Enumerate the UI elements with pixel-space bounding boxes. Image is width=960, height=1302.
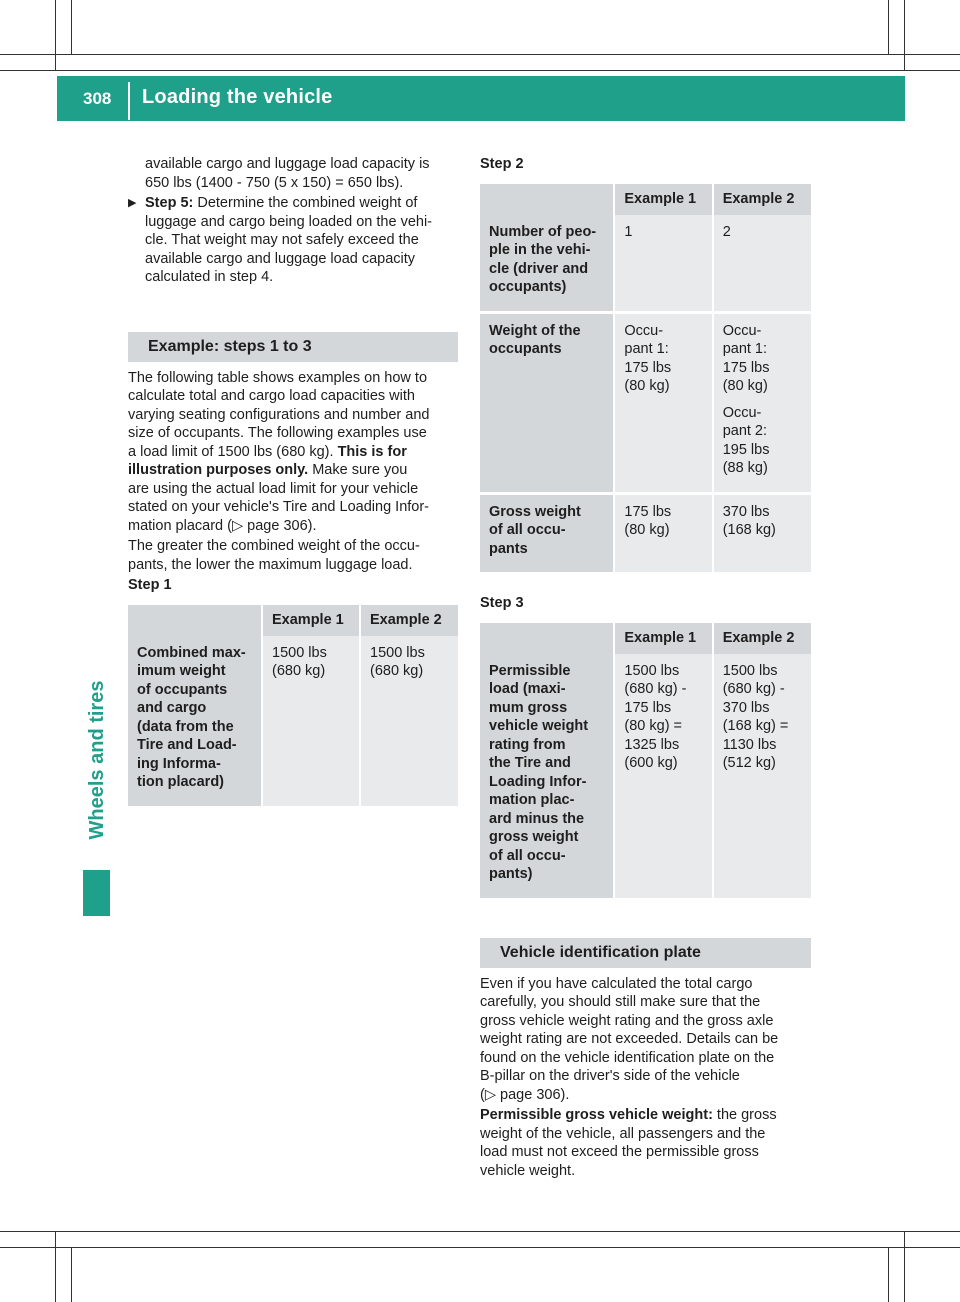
table-header-cell [480,184,613,215]
example1-value: 1 [613,215,711,311]
section-heading-vehicle-plate: Vehicle identification plate [480,938,811,968]
table-row [480,215,811,311]
crop-mark [55,1231,56,1302]
step1-label: Step 1 [128,577,172,593]
step5-instruction [128,194,458,287]
left-column [128,155,458,806]
section-heading-example: Example: steps 1 to 3 [128,332,458,362]
crop-mark [55,0,56,70]
crop-mark [71,0,72,54]
table-header-cell: Example 2 [712,623,811,654]
example1-value: Occu- pant 1: 175 lbs (80 kg) [613,311,711,492]
example1-value: 1500 lbs (680 kg) - 175 lbs (80 kg) = 1325 lbs (600 kg) [613,654,711,898]
row-label: Weight of the occupants [480,311,613,492]
occupant-weight-note: The greater the combined weight of the occu- pants, the lower the maximum luggage load. [128,538,420,573]
row-label: Combined max- imum weight of occupants and cargo (data from the Tire and Load- ing Informa- tion placard) [128,636,261,806]
gross-weight-term: Permissible gross vehicle weight: [480,1107,713,1123]
crop-mark [71,1247,72,1302]
example2-value: 1500 lbs (680 kg) - 370 lbs (168 kg) = 1130 lbs (512 kg) [712,654,811,898]
table-header-cell: Example 1 [613,184,711,215]
row-label: Permissible load (maxi- mum gross vehicle weight rating from the Tire and Loading Infor- mation plac- ard minus the gross weight of all occu- pants) [480,654,613,898]
table-header-cell: Example 2 [359,605,458,636]
gross-weight-definition: the gross weight of the vehicle, all passengers and the load must not exceed the permissible gross vehicle weight. [480,1107,777,1179]
occupant1-weight: Occu- pant 1: 175 lbs (80 kg) [722,322,770,394]
crop-mark [0,1247,960,1248]
crop-mark [888,0,889,54]
vehicle-plate-paragraph [480,975,811,1105]
step5-text: Determine the combined weight of luggage and cargo being loaded on the vehi- cle. That weight may not safely exceed the available cargo and luggage load capacity calculated in step 4. [145,195,433,285]
row-label: Number of peo- ple in the vehi- cle (driver and occupants) [480,215,613,311]
example-bold: This is for illustration purposes only. [128,443,407,478]
header-divider [128,82,130,120]
right-column [480,155,811,1182]
gross-weight-paragraph [480,1106,811,1180]
example1-value: 175 lbs (80 kg) [613,492,711,573]
page-title: Loading the vehicle [142,86,333,108]
table-row [480,311,811,492]
arrow-right-icon: ▶ [128,197,137,209]
step1-table [128,605,458,806]
crop-mark [904,0,905,70]
example1-value: 1500 lbs (680 kg) [261,636,359,806]
table-header-cell: Example 2 [712,184,811,215]
occupant2-weight: Occu- pant 2: 195 lbs (88 kg) [722,404,770,476]
crop-mark [0,54,960,55]
crop-mark [904,1231,905,1302]
step3-table [480,623,811,898]
table-row [128,636,458,806]
example-paragraph [128,369,458,536]
example2-value: 1500 lbs (680 kg) [359,636,458,806]
crop-mark [0,1231,960,1232]
table-header-cell: Example 1 [613,623,711,654]
chapter-tab-label: Wheels and tires [85,680,108,840]
table-header-cell [480,623,613,654]
page-reference[interactable]: page 306). [500,1086,570,1103]
table-header-cell: Example 1 [261,605,359,636]
vehicle-plate-text: Even if you have calculated the total cargo carefully, you should still make sure that the gross vehicle weight rating and the gross axle weight rating are not exceeded. Details can be found on the vehicle identification plate on the B-pillar on the driver's side of the vehicle ( [480,975,779,1103]
crop-mark [0,70,960,71]
page-header [57,76,905,121]
table-header-cell [128,605,261,636]
example-text-2: Make sure you are using the actual load limit for your vehicle stated on your vehicle's Tire and Loading Infor- mation placard ( [128,462,430,534]
table-row [480,492,811,573]
step5-label: Step 5: [145,195,194,211]
table-row [480,654,811,898]
arrow-right-icon: ▷ [484,1086,496,1103]
example-text-1: The following table shows examples on how to calculate total and cargo load capacities with varying seating configurations and number and size of occupants. The following examples use a load limit of 1500 lbs (680 kg). [128,369,430,460]
page-number: 308 [83,89,112,108]
example2-value: 370 lbs (168 kg) [712,492,811,573]
arrow-right-icon: ▷ [231,517,244,534]
example2-value: 2 [712,215,811,311]
intro-text: available cargo and luggage load capacity is 650 lbs (1400 - 750 (5 x 150) = 650 lbs). [145,156,430,191]
page-reference[interactable]: page 306). [247,517,317,534]
row-label: Gross weight of all occu- pants [480,492,613,573]
chapter-tab-marker [83,870,110,916]
crop-mark [888,1247,889,1302]
example2-value [712,311,811,492]
step2-table [480,184,811,573]
step3-label: Step 3 [480,595,524,611]
step2-label: Step 2 [480,156,524,172]
